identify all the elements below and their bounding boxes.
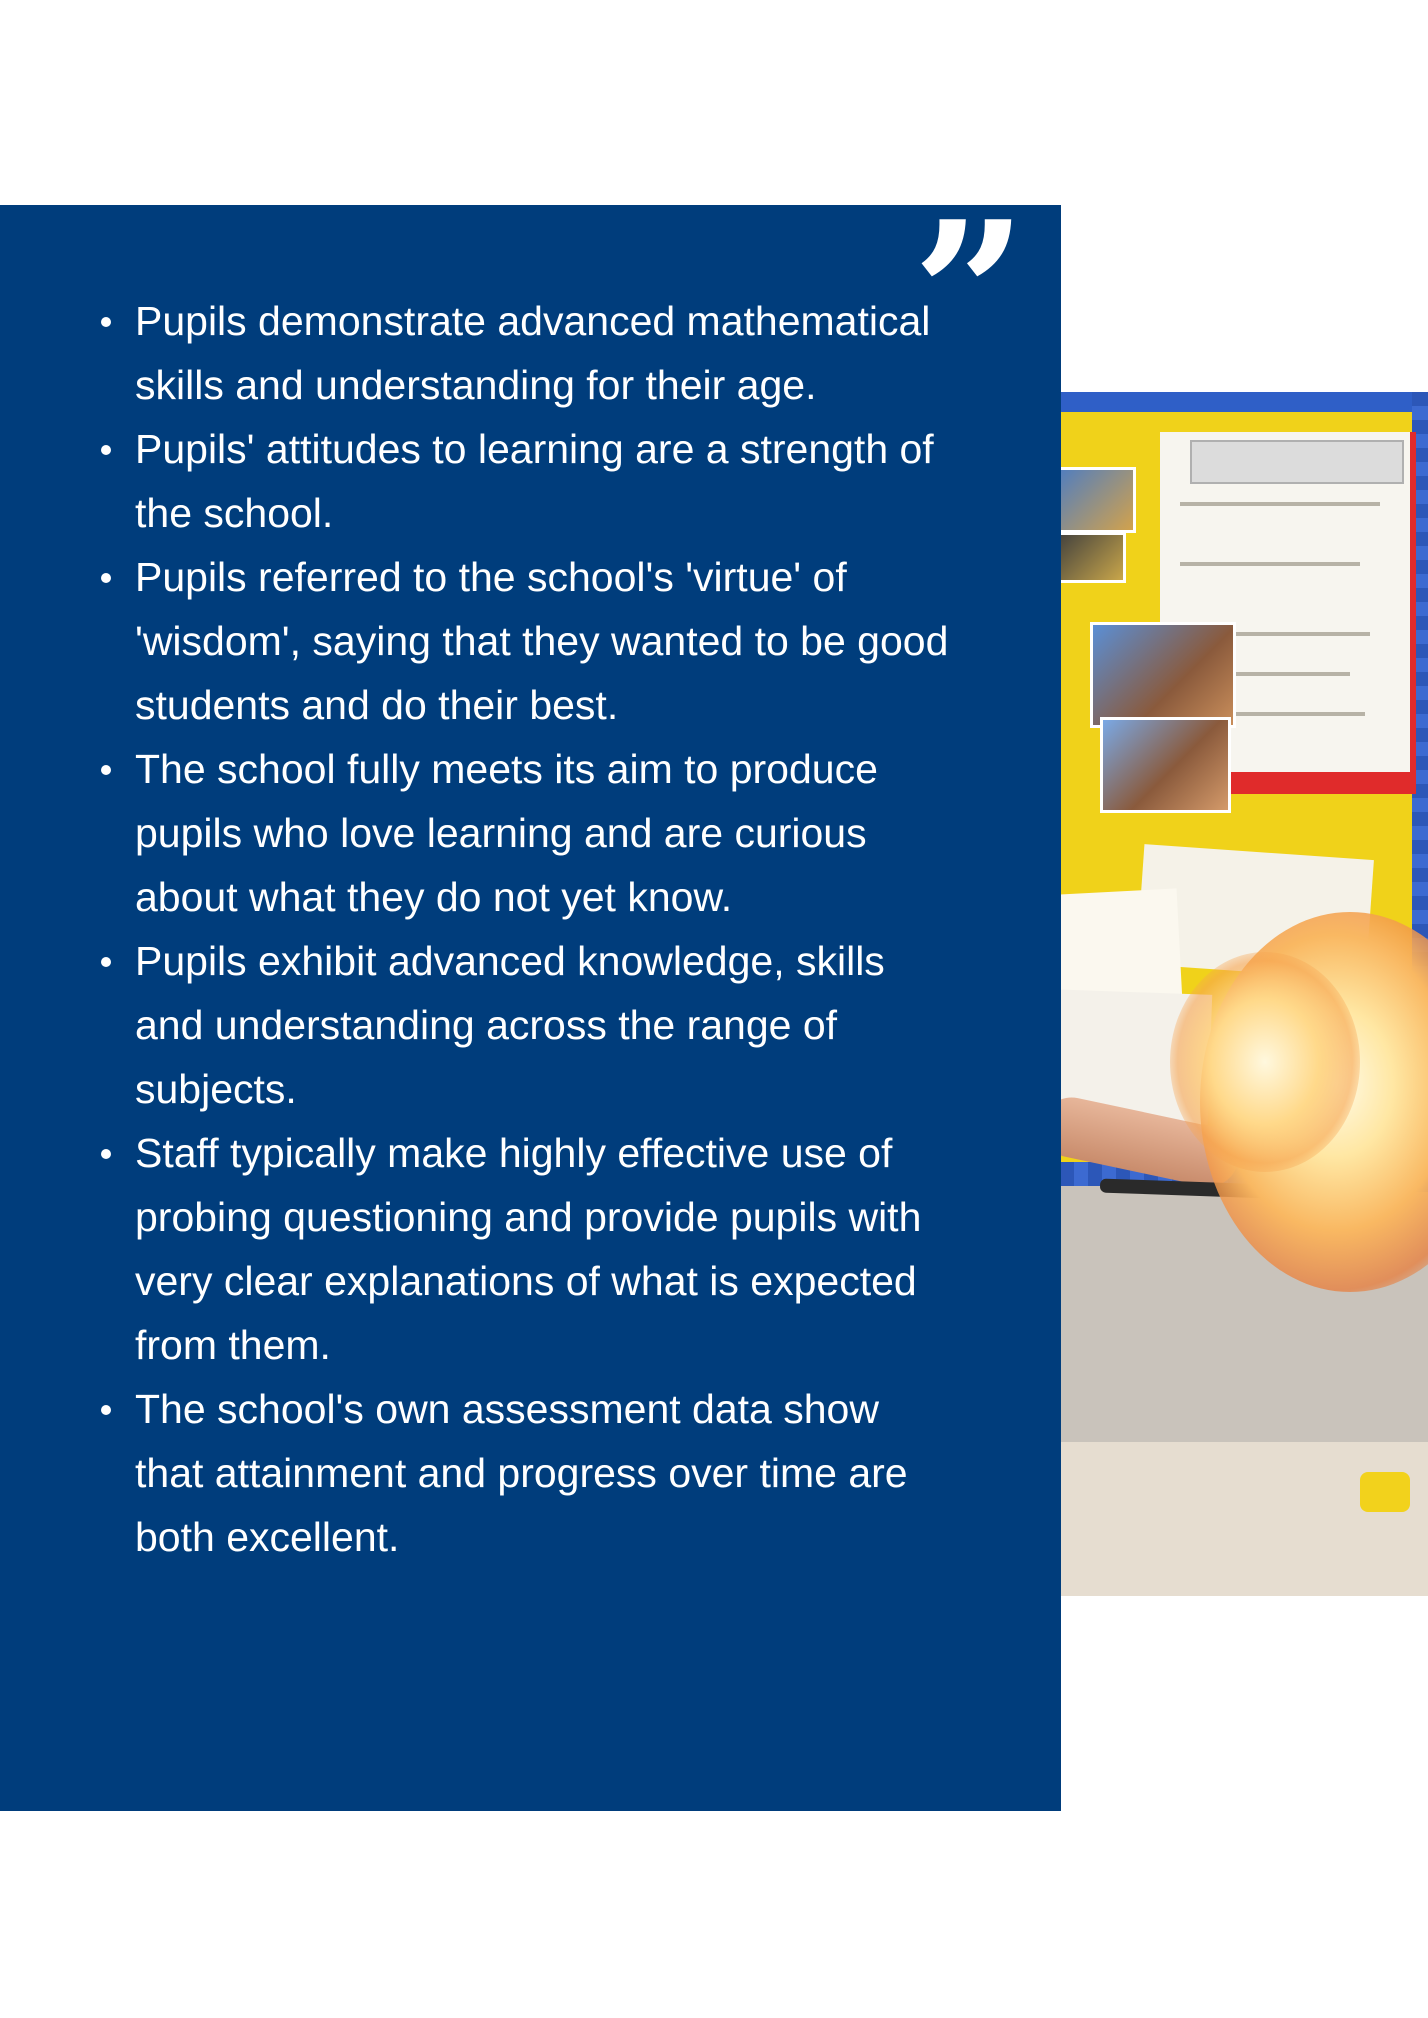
display-border-top <box>1060 400 1428 418</box>
bullet-icon <box>101 445 111 455</box>
findings-list <box>82 289 952 1569</box>
bullet-icon <box>101 1149 111 1159</box>
finding-text: Pupils exhibit advanced knowledge, skills and understanding across the range of subjects. <box>135 938 885 1112</box>
bullet-icon <box>101 765 111 775</box>
classroom-photo <box>1060 392 1428 1596</box>
finding-item <box>82 737 952 929</box>
finding-item <box>82 1377 952 1569</box>
finding-text: Pupils' attitudes to learning are a strength of the school. <box>135 426 934 536</box>
gas-valve <box>1360 1472 1410 1512</box>
finding-text: Pupils referred to the school's 'virtue' of 'wisdom', saying that they wanted to be good students and do their best. <box>135 554 949 728</box>
finding-item <box>82 929 952 1121</box>
finding-text: Pupils demonstrate advanced mathematical skills and understanding for their age. <box>135 298 931 408</box>
flame-burst <box>1170 952 1360 1172</box>
display-picture <box>1060 467 1136 533</box>
poster-header <box>1190 440 1404 484</box>
finding-item <box>82 1121 952 1377</box>
finding-item <box>82 289 952 417</box>
bullet-icon <box>101 1405 111 1415</box>
finding-text: The school's own assessment data show that attainment and progress over time are both excellent. <box>135 1386 908 1560</box>
bullet-icon <box>101 957 111 967</box>
finding-item <box>82 417 952 545</box>
display-picture <box>1060 532 1126 583</box>
finding-text: Staff typically make highly effective use of probing questioning and provide pupils with very clear explanations of what is expected from them. <box>135 1130 922 1368</box>
poster-line <box>1180 562 1360 566</box>
poster-line <box>1180 502 1380 506</box>
closing-quote-icon: ” <box>912 178 1010 413</box>
tree-picture <box>1090 622 1236 728</box>
finding-item <box>82 545 952 737</box>
bullet-icon <box>101 573 111 583</box>
tree-picture <box>1100 717 1231 813</box>
finding-text: The school fully meets its aim to produce pupils who love learning and are curious about what they do not yet know. <box>135 746 878 920</box>
bullet-icon <box>101 317 111 327</box>
